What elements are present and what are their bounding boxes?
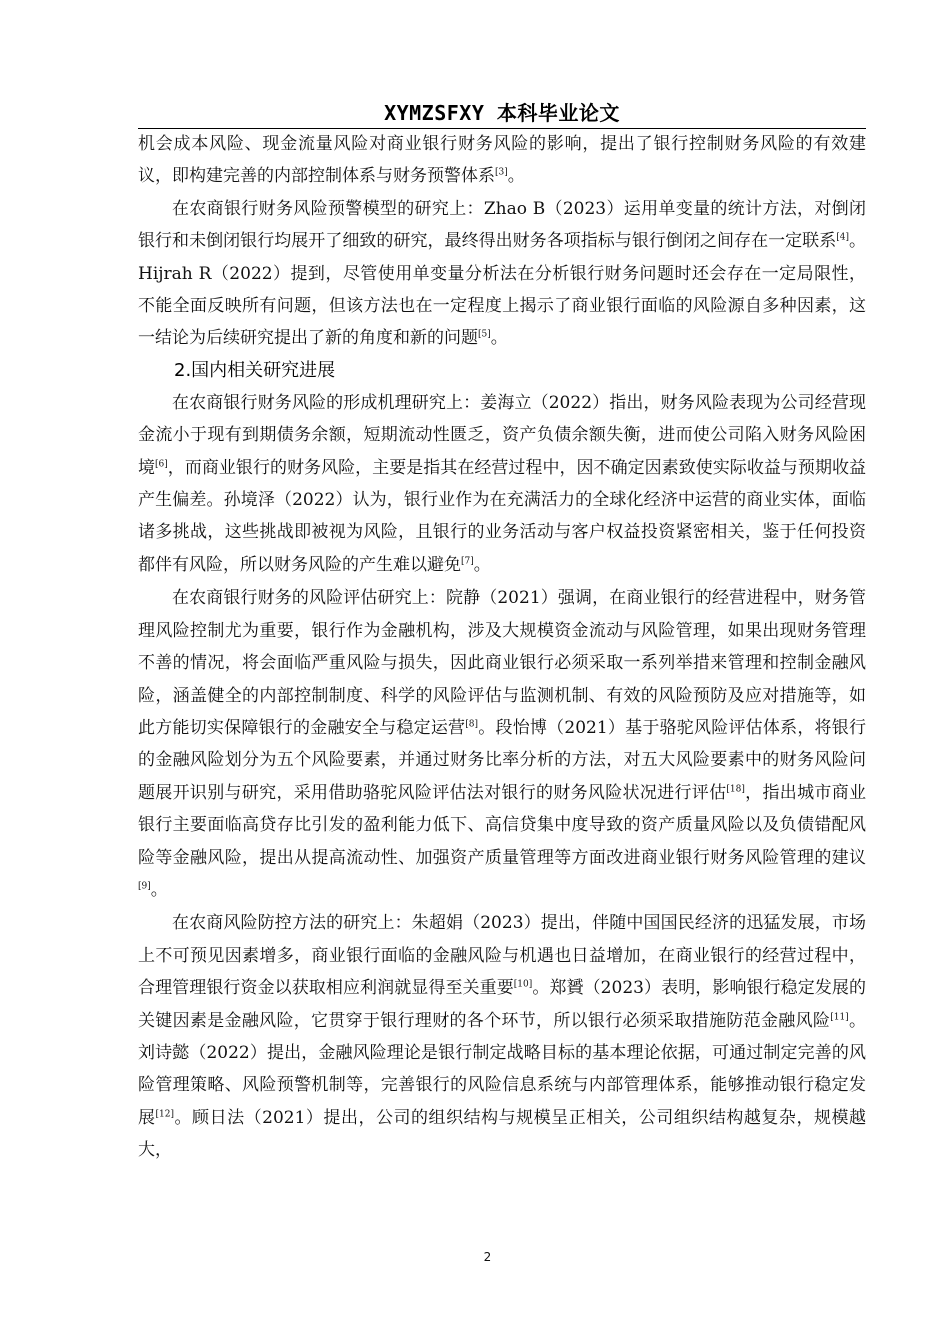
text-run: 。: [473, 554, 491, 575]
section-heading: 2.国内相关研究进展: [174, 359, 336, 381]
page-number: 2: [483, 1250, 492, 1264]
text-run: 。郑贇（2023）表明，影响银行稳定发展的关键因素是金融风险，它贯穿于银行理财的各个环节，所以银行必须采取措施防范金融风险: [138, 978, 867, 1031]
paragraph-warning-model: [138, 193, 866, 355]
citation-marker: [11]: [830, 1011, 849, 1022]
citation-marker: [4]: [836, 232, 849, 243]
text-run: 机会成本风险、现金流量风险对商业银行财务风险的影响，提出了银行控制财务风险的有效建议，即构建完善的内部控制体系与财务预警体系: [138, 134, 866, 187]
text-run: ，而商业银行的财务风险，主要是指其在经营过程中，因不确定因素致使实际收益与预期收益产生偏差。孙境泽（2022）认为，银行业作为在充满活力的全球化经济中运营的商业实体，面临诸多挑战，这些挑战即被视为风险，且银行的业务活动与客户权益投资紧密相关，鉴于任何投资都伴有风险，所以财务风险的产生难以避免: [138, 457, 866, 575]
citation-marker: [7]: [461, 556, 474, 567]
citation-marker: [8]: [465, 719, 479, 730]
citation-marker: [9]: [138, 881, 151, 892]
citation-marker: [12]: [155, 1109, 175, 1120]
page-body: [138, 128, 866, 1167]
text-run: 在农商银行财务的风险评估研究上：院静（2021）强调，在商业银行的经营进程中，财务管理风险控制尤为重要，银行作为金融机构，涉及大规模资金流动与风险管理，如果出现财务管理不善的情况，将会面临严重风险与损失，因此商业银行必须采取一系列举措来管理和控制金融风险，涵盖健全的内部控制制度、科学的风险评估与监测机制、有效的风险预防及应对措施等，如此方能切实保障银行的金融安全与稳定运营: [138, 588, 866, 738]
text-run: 。: [507, 166, 525, 187]
text-run: 。Hijrah R（2022）提到，尽管使用单变量分析法在分析银行财务问题时还会存在一定局限性，不能全面反映所有问题，但该方法也在一定程度上揭示了商业银行面临的风险源自多种因素，这一结论为后续研究提出了新的角度和新的问题: [138, 231, 866, 349]
paragraph-formation-mechanism: [138, 387, 866, 581]
text-run: 。刘诗懿（2022）提出，金融风险理论是银行制定战略目标的基本理论依据，可通过制定完善的风险管理策略、风险预警机制等，完善银行的风险信息系统与内部管理体系，能够推动银行稳定发展: [138, 1010, 867, 1128]
paragraph-risk-prevention: [138, 907, 866, 1166]
text-run: 。段怡博（2021）基于骆驼风险评估体系，将银行的金融风险划分为五个风险要素，并通过财务比率分析的方法，对五大风险要素中的财务风险问题展开识别与研究，采用借助骆驼风险评估法对银行的财务风险状况进行评估: [138, 717, 867, 803]
citation-marker: [3]: [495, 167, 508, 178]
citation-marker: [10]: [513, 979, 533, 990]
text-run: 。: [150, 879, 168, 900]
text-run: ，指出城市商业银行主要面临高贷存比引发的盈利能力低下、高信贷集中度导致的资产质量风险以及负债错配风险等金融风险，提出从提高流动性、加强资产质量管理等方面改进商业银行财务风险管理的建议: [138, 782, 867, 868]
text-run: 在农商银行财务风险的形成机理研究上：姜海立（2022）指出，财务风险表现为公司经营现金流小于现有到期债务余额，短期流动性匮乏，资产负债余额失衡，进而使公司陷入财务风险困境: [138, 392, 866, 478]
text-run: 在农商风险防控方法的研究上：朱超娟（2023）提出，伴随中国国民经济的迅猛发展，市场上不可预见因素增多，商业银行面临的金融风险与机遇也日益增加，在商业银行的经营过程中，合理管理银行资金以获取相应利润就显得至关重要: [138, 913, 866, 999]
text-run: 。顾日法（2021）提出，公司的组织结构与规模呈正相关，公司组织结构越复杂，规模越大，: [138, 1107, 867, 1161]
text-run: 在农商银行财务风险预警模型的研究上：Zhao B（2023）运用单变量的统计方法，对倒闭银行和未倒闭银行均展开了细致的研究，最终得出财务各项指标与银行倒闭之间存在一定联系: [138, 198, 866, 252]
text-run: 。: [490, 328, 508, 349]
paragraph-continuation: [138, 128, 866, 193]
citation-marker: [5]: [478, 329, 491, 340]
citation-marker: [6]: [155, 459, 168, 469]
citation-marker: [18]: [726, 784, 745, 795]
paragraph-risk-assessment: [138, 582, 866, 906]
running-header: XYMZSFXY 本科毕业论文: [384, 101, 620, 125]
